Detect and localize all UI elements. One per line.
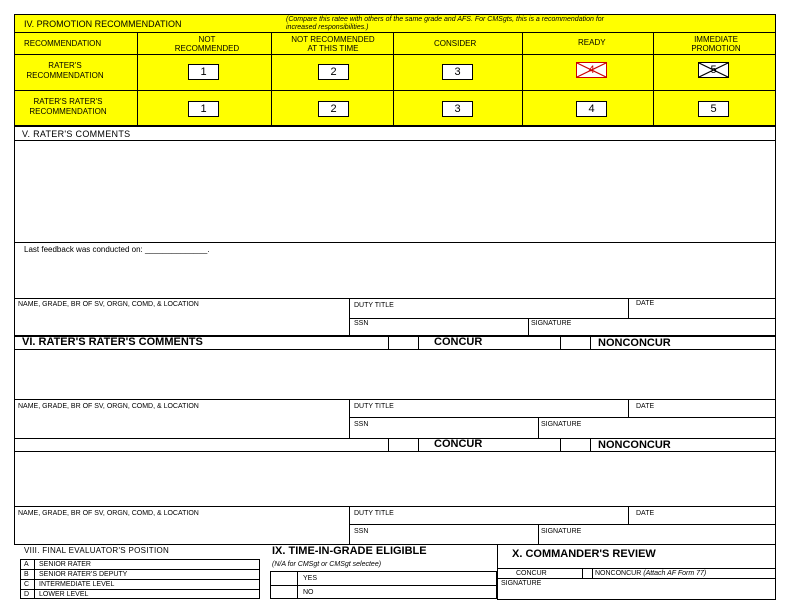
option-label: LOWER LEVEL <box>39 591 89 598</box>
section6-concur-label: CONCUR <box>434 336 483 348</box>
section6-nonconcur-label: NONCONCUR <box>598 337 671 349</box>
col-consider-header: CONSIDER <box>434 39 477 48</box>
nonconcur-note: (Attach AF Form 77) <box>643 570 707 577</box>
nonconcur-text: NONCONCUR <box>595 570 642 577</box>
section7-name-label: NAME, GRADE, BR OF SV, ORGN, COMD, & LOCATION <box>18 510 199 517</box>
option-label: INTERMEDIATE LEVEL <box>39 581 115 588</box>
raters-rater-box-1[interactable]: 1 <box>188 101 219 117</box>
section6-duty-title-label: DUTY TITLE <box>354 403 394 410</box>
commander-concur-option[interactable] <box>498 569 582 578</box>
final-evaluator-option-a[interactable] <box>20 560 260 569</box>
option-label: SENIOR RATER <box>39 561 91 568</box>
section7-ssn-label: SSN <box>354 528 369 535</box>
section9-note: (N/A for CMSgt or CMSgt selectee) <box>272 561 382 568</box>
section9-title: IX. TIME-IN-GRADE ELIGIBLE <box>272 545 427 557</box>
raters-raters-comments-area[interactable] <box>15 350 775 399</box>
col-not-recommended-at-this-time-header: NOT RECOMMENDED AT THIS TIME <box>291 35 375 53</box>
section6-concur-checkbox[interactable] <box>388 336 419 350</box>
rater-box-3[interactable]: 3 <box>442 64 473 80</box>
rater-box-4-label: 4 <box>588 64 595 76</box>
section6-title: VI. RATER'S RATER'S COMMENTS <box>22 336 203 348</box>
no-label: NO <box>303 589 314 596</box>
commander-nonconcur-label <box>595 570 706 577</box>
section7-nonconcur-label: NONCONCUR <box>598 439 671 451</box>
row-raters-recommendation-label: RATER'S RECOMMENDATION <box>26 61 104 80</box>
raters-comments-area[interactable] <box>15 141 775 242</box>
raters-rater-box-2[interactable]: 2 <box>318 101 349 117</box>
col-recommendation-header: RECOMMENDATION <box>24 39 102 48</box>
final-evaluator-option-d[interactable] <box>20 590 260 599</box>
option-letter: A <box>24 561 29 568</box>
rater-box-4-marked[interactable] <box>576 62 607 78</box>
rater-box-5-marked[interactable] <box>698 62 729 78</box>
section6-signature-label: SIGNATURE <box>541 421 582 428</box>
section5-signature-label: SIGNATURE <box>531 320 572 327</box>
rater-box-1[interactable]: 1 <box>188 64 219 80</box>
final-evaluator-option-b[interactable] <box>20 570 260 579</box>
section4-note: (Compare this ratee with others of the same grade and AFS. For CMSgts, this is a recommendation for increased responsibilities.) <box>286 16 604 31</box>
rater-box-5-label: 5 <box>710 64 717 76</box>
section7-nonconcur-checkbox[interactable] <box>560 438 591 452</box>
raters-rater-box-3[interactable]: 3 <box>442 101 473 117</box>
raters-rater-box-4[interactable]: 4 <box>576 101 607 117</box>
section7-signature-label: SIGNATURE <box>541 528 582 535</box>
section7-concur-label: CONCUR <box>434 438 483 450</box>
col-immediate-promotion-header: IMMEDIATE PROMOTION <box>691 35 741 53</box>
col-ready-header: READY <box>578 38 606 47</box>
feedback-date-blank[interactable]: ______________. <box>144 245 210 254</box>
section7-comments-area[interactable] <box>15 452 775 506</box>
yes-label: YES <box>303 575 318 582</box>
section4-title: IV. PROMOTION RECOMMENDATION <box>24 19 182 29</box>
section5-duty-title-label: DUTY TITLE <box>354 302 394 309</box>
option-letter: C <box>24 581 30 588</box>
section6-name-label: NAME, GRADE, BR OF SV, ORGN, COMD, & LOCATION <box>18 403 199 410</box>
commander-concur-label: CONCUR <box>516 570 547 577</box>
col-not-recommended-header: NOT RECOMMENDED <box>174 35 240 53</box>
option-letter: D <box>24 591 30 598</box>
section5-title: V. RATER'S COMMENTS <box>22 129 131 139</box>
time-in-grade-yes[interactable] <box>270 572 497 585</box>
option-letter: B <box>24 571 29 578</box>
feedback-label <box>24 246 210 254</box>
option-label: SENIOR RATER'S DEPUTY <box>39 571 128 578</box>
section6-date-label: DATE <box>636 403 655 410</box>
section5-ssn-label: SSN <box>354 320 369 327</box>
final-evaluator-option-c[interactable] <box>20 580 260 589</box>
section10-title: X. COMMANDER'S REVIEW <box>512 548 656 560</box>
feedback-label-text: Last feedback was conducted on: <box>24 245 143 254</box>
section7-concur-checkbox[interactable] <box>388 438 419 452</box>
section7-date-label: DATE <box>636 510 655 517</box>
time-in-grade-no[interactable] <box>270 586 497 599</box>
section6-nonconcur-checkbox[interactable] <box>560 336 591 350</box>
row-raters-raters-recommendation-label: RATER'S RATER'S RECOMMENDATION <box>29 97 107 116</box>
raters-rater-box-5[interactable]: 5 <box>698 101 729 117</box>
section8-title: VIII. FINAL EVALUATOR'S POSITION <box>24 546 170 555</box>
commander-signature-label: SIGNATURE <box>501 580 542 587</box>
rater-box-2[interactable]: 2 <box>318 64 349 80</box>
section6-ssn-label: SSN <box>354 421 369 428</box>
section5-name-label: NAME, GRADE, BR OF SV, ORGN, COMD, & LOCATION <box>18 301 199 308</box>
section7-duty-title-label: DUTY TITLE <box>354 510 394 517</box>
commander-nonconcur-option[interactable] <box>593 569 775 578</box>
section5-date-label: DATE <box>636 300 655 307</box>
